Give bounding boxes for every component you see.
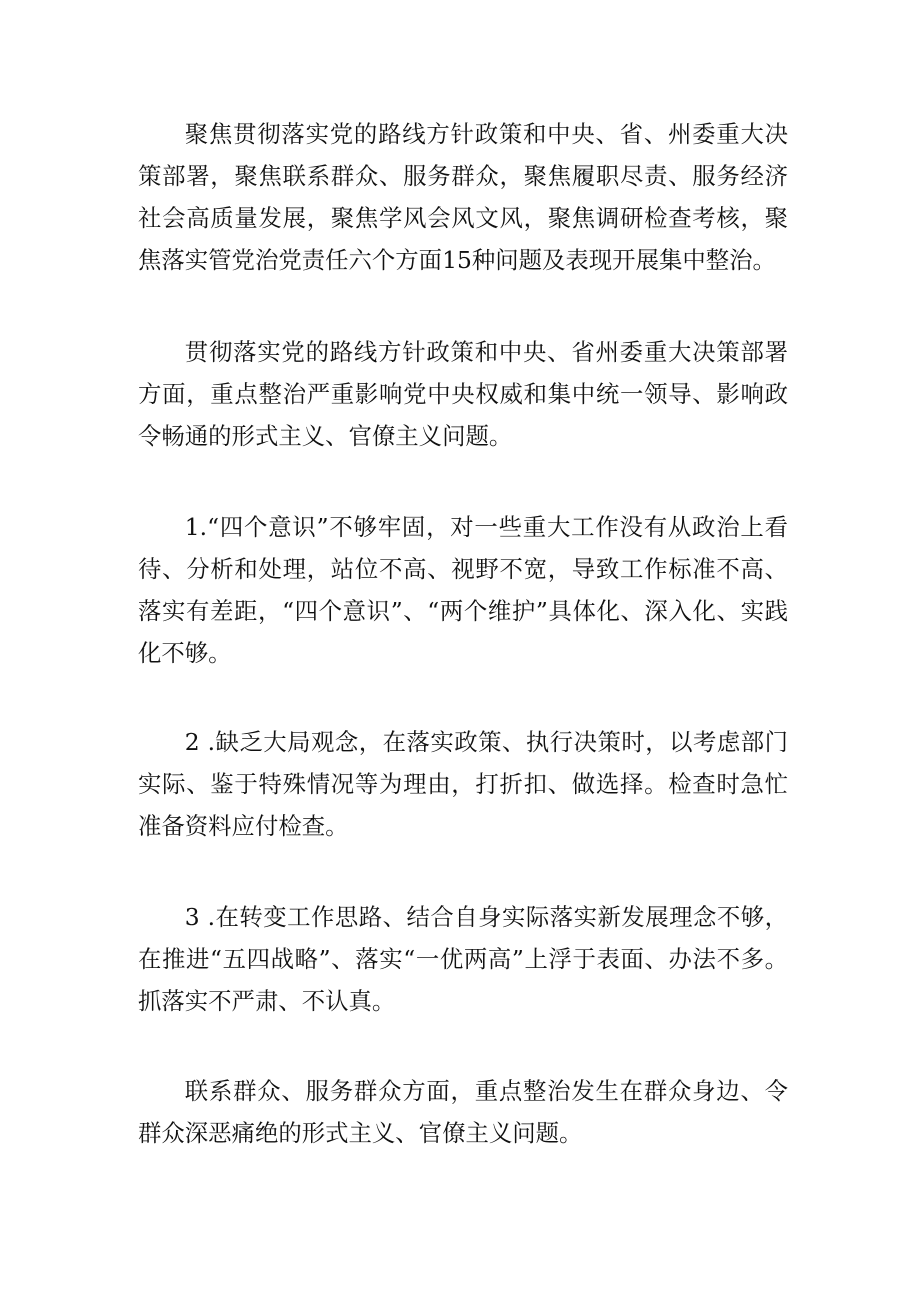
paragraph-item-1: 1.“四个意识”不够牢固，对一些重大工作没有从政治上看待、分析和处理，站位不高、视野不宽，导致工作标准不高、落实有差距，“四个意识”、“两个维护”具体化、深入化、实践化不够。 <box>138 513 788 667</box>
paragraph-intro: 聚焦贯彻落实党的路线方针政策和中央、省、州委重大决策部署，聚焦联系群众、服务群众，聚焦履职尽责、服务经济社会高质量发展，聚焦学风会风文风，聚焦调研检查考核，聚焦落实管党治党责任六个方面15种问题及表现开展集中整治。 <box>138 120 788 274</box>
paragraph-item-2: 2 .缺乏大局观念，在落实政策、执行决策时，以考虑部门实际、鉴于特殊情况等为理由，打折扣、做选择。检查时急忙准备资料应付检查。 <box>138 728 788 840</box>
paragraph-section-policy: 贯彻落实党的路线方针政策和中央、省州委重大决策部署方面，重点整治严重影响党中央权威和集中统一领导、影响政令畅通的形式主义、官僚主义问题。 <box>138 338 788 450</box>
paragraph-section-masses: 联系群众、服务群众方面，重点整治发生在群众身边、令群众深恶痛绝的形式主义、官僚主义问题。 <box>138 1077 788 1147</box>
paragraph-item-3: 3 .在转变工作思路、结合自身实际落实新发展理念不够，在推进“五四战略”、落实“一优两高”上浮于表面、办法不多。抓落实不严肃、不认真。 <box>138 903 788 1015</box>
